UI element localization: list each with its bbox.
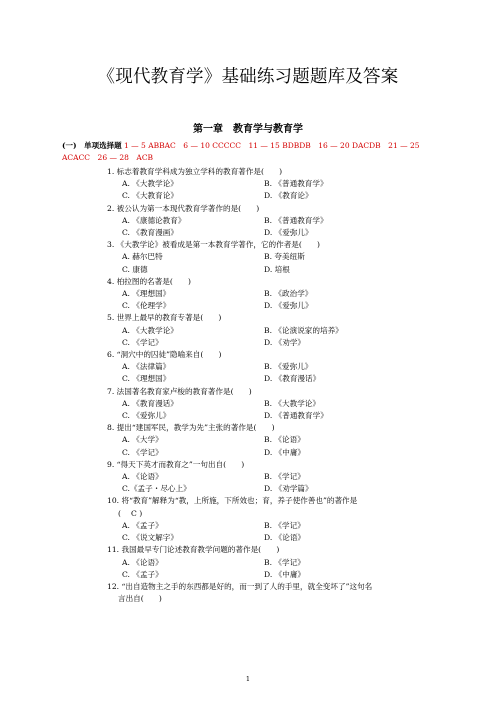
option-d: D. 《教育论》 xyxy=(264,191,313,201)
question-item xyxy=(0,239,496,276)
option-c: C. 《学记》 xyxy=(122,447,163,457)
question-stem: 5. 世界上最早的教育专著是( ) xyxy=(107,313,222,323)
document-title: 《现代教育学》基础练习题题库及答案 xyxy=(97,67,399,87)
option-row xyxy=(0,569,496,581)
section-label: (一) 单项选择题 xyxy=(62,141,122,150)
option-d: D. 《中庸》 xyxy=(264,447,306,457)
question-item xyxy=(0,166,496,203)
question-stem: 6. “洞穴中的囚徒”隐喻来自( ) xyxy=(107,350,222,360)
question-stem: 11. 我国最早专门论述教育教学问题的著作是( ) xyxy=(107,545,280,555)
option-d: D. 《论语》 xyxy=(264,533,306,543)
option-b: B. 《学记》 xyxy=(264,472,305,482)
option-row xyxy=(0,483,496,495)
option-row xyxy=(0,557,496,569)
question-stem: 8. 提出“建国军民，教学为先”主张的著作是( ) xyxy=(107,423,275,433)
option-row xyxy=(0,300,496,312)
option-c: C. 《教育漫画》 xyxy=(122,228,178,238)
option-b: B. 《大教学论》 xyxy=(264,398,320,408)
page-number: 1 xyxy=(245,675,251,683)
option-row xyxy=(0,337,496,349)
question-item xyxy=(0,581,496,605)
option-b: B. 《学记》 xyxy=(264,520,305,530)
option-b: B. 《普通教育学》 xyxy=(264,215,328,225)
option-c: C. 康德 xyxy=(122,264,148,274)
option-row xyxy=(0,178,496,190)
option-c: C. 《说文解字》 xyxy=(122,533,178,543)
question-stem: 7. 法国著名教育家卢梭的教育著作是( ) xyxy=(107,386,252,396)
question-item xyxy=(0,312,496,349)
option-row xyxy=(0,447,496,459)
option-b: B. 夸美纽斯 xyxy=(264,252,305,262)
option-d: D. 《爱弥儿》 xyxy=(264,301,313,311)
answer-key xyxy=(62,140,442,164)
option-c: C. 《学记》 xyxy=(122,337,163,347)
option-row xyxy=(0,325,496,337)
option-b: B. 《论演说家的培养》 xyxy=(264,325,343,335)
option-row xyxy=(0,398,496,410)
question-item xyxy=(0,422,496,459)
option-row xyxy=(0,361,496,373)
option-a: A. 《孟子》 xyxy=(122,520,163,530)
option-c: C. 《伦理学》 xyxy=(122,301,171,311)
option-d: D. 《中庸》 xyxy=(264,569,306,579)
option-a: A. 《大教学论》 xyxy=(122,179,178,189)
option-b: B. 《学记》 xyxy=(264,557,305,567)
option-row xyxy=(0,471,496,483)
option-d: D. 《劝学篇》 xyxy=(264,484,313,494)
option-a: A. 《康德论教育》 xyxy=(122,215,186,225)
question-item xyxy=(0,349,496,386)
chapter-title: 第一章 教育学与教育学 xyxy=(193,124,303,135)
option-d: D. 《爱弥儿》 xyxy=(264,228,313,238)
question-item xyxy=(0,495,496,544)
option-row xyxy=(0,288,496,300)
option-c: C. 《大教育论》 xyxy=(122,191,178,201)
question-stem: 12. “出自造物主之手的东西都是好的，而一到了人的手里，就全变坏了”这句名 xyxy=(107,581,373,591)
question-stem-continued: 言出自( ) xyxy=(118,594,162,604)
option-a: A. 《大学》 xyxy=(122,435,163,445)
option-row xyxy=(0,410,496,422)
question-stem: 2. 被公认为第一本现代教育学著作的是( ) xyxy=(107,203,260,213)
question-stem: 4. 柏拉图的名著是( ) xyxy=(107,276,191,286)
option-c: C. 《理想国》 xyxy=(122,374,171,384)
question-item xyxy=(0,203,496,240)
option-row xyxy=(0,532,496,544)
question-item xyxy=(0,459,496,496)
question-stem: 9. “得天下英才而教育之”一句出自( ) xyxy=(107,459,245,469)
question-stem: 10. 将“教育”解释为“教，上所施，下所效也；育，养子使作善也”的著作是 xyxy=(107,496,358,506)
option-row xyxy=(0,434,496,446)
question-item xyxy=(0,544,496,581)
option-a: A. 赫尔巴特 xyxy=(122,252,163,262)
option-b: B. 《论语》 xyxy=(264,435,305,445)
option-b: B. 《普通教育学》 xyxy=(264,179,328,189)
question-stem: 3. 《大教学论》被看成是第一本教育学著作，它的作者是( ) xyxy=(107,240,321,250)
option-row xyxy=(0,520,496,532)
option-a: A. 《大教学论》 xyxy=(122,325,178,335)
option-a: A. 《论语》 xyxy=(122,557,163,567)
option-a: A. 《理想国》 xyxy=(122,289,171,299)
question-stem-continued: ( C ) xyxy=(118,508,143,518)
option-a: A. 《教育漫话》 xyxy=(122,398,178,408)
option-d: D. 《普通教育学》 xyxy=(264,411,328,421)
option-c: C.《孟子・尽心上》 xyxy=(122,484,191,494)
option-a: A. 《法律篇》 xyxy=(122,362,171,372)
option-row xyxy=(0,373,496,385)
answer-key-text: 1 — 5 ABBAC 6 — 10 CCCCC 11 — 15 BDBDB 16 — 20 DACDB 21 — 25 ACACC 26 — 28 ACB xyxy=(62,141,420,162)
option-row xyxy=(0,264,496,276)
option-row xyxy=(0,227,496,239)
question-item xyxy=(0,276,496,313)
option-b: B. 《爱弥儿》 xyxy=(264,362,313,372)
option-b: B. 《政治学》 xyxy=(264,289,313,299)
option-row xyxy=(0,190,496,202)
question-list xyxy=(0,166,496,605)
option-d: D. 培根 xyxy=(264,264,290,274)
option-c: C. 《孟子》 xyxy=(122,569,163,579)
option-d: D. 《劝学》 xyxy=(264,337,306,347)
question-item xyxy=(0,386,496,423)
question-stem: 1. 标志着教育学科成为独立学科的教育著作是( ) xyxy=(107,167,283,176)
option-a: A. 《论语》 xyxy=(122,472,163,482)
option-row xyxy=(0,251,496,263)
option-d: D. 《教育漫话》 xyxy=(264,374,321,384)
option-c: C. 《爱弥儿》 xyxy=(122,411,171,421)
option-row xyxy=(0,215,496,227)
